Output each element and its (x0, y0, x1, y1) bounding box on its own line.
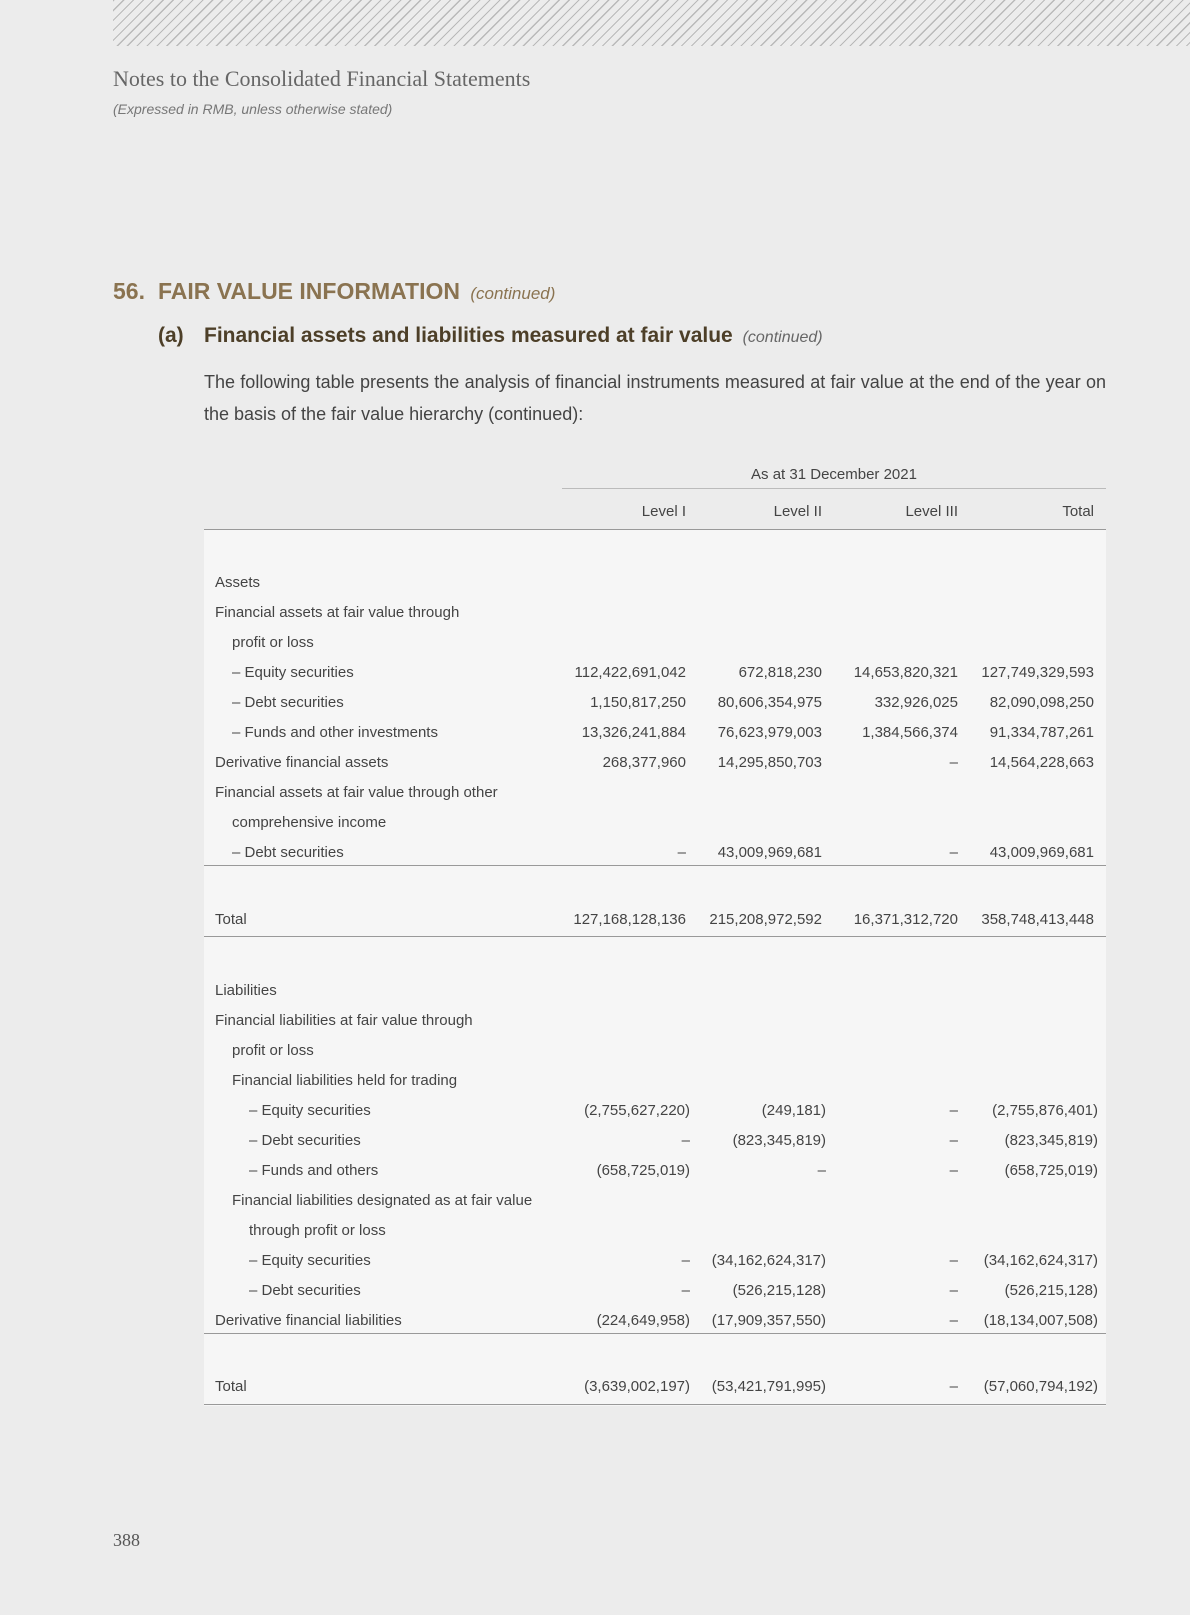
subsection-heading (158, 324, 823, 348)
cell-value: – (681, 1132, 690, 1149)
cell-value: 672,818,230 (738, 664, 822, 681)
liabilities-subtotal-rule (204, 1333, 1106, 1334)
cell-value: – (949, 1378, 958, 1395)
row-label: Derivative financial liabilities (215, 1312, 402, 1329)
cell-value: (2,755,876,401) (992, 1102, 1098, 1119)
cell-value: (823,345,819) (732, 1132, 826, 1149)
decorative-hatch-band (113, 0, 1190, 46)
cell-value: – (949, 1252, 958, 1269)
cell-value: (17,909,357,550) (711, 1312, 826, 1329)
cell-value: 14,295,850,703 (717, 754, 822, 771)
row-label: – Equity securities (232, 664, 354, 681)
cell-value: (34,162,624,317) (711, 1252, 826, 1269)
assets-total-rule (204, 936, 1106, 937)
cell-value: (823,345,819) (1004, 1132, 1098, 1149)
cell-value: (18,134,007,508) (983, 1312, 1098, 1329)
cell-value: 43,009,969,681 (989, 844, 1094, 861)
cell-value: 82,090,098,250 (989, 694, 1094, 711)
row-label: Total (215, 1378, 247, 1395)
section-continued: (continued) (470, 284, 556, 303)
cell-value: – (817, 1162, 826, 1179)
row-label: profit or loss (232, 1042, 314, 1059)
cell-value: (224,649,958) (596, 1312, 690, 1329)
column-header-total: Total (1062, 503, 1094, 520)
row-label: – Equity securities (249, 1252, 371, 1269)
cell-value: – (949, 1102, 958, 1119)
running-title: Notes to the Consolidated Financial Statements (113, 66, 531, 91)
column-header-level-3: Level III (905, 503, 958, 520)
liabilities-total-rule (204, 1404, 1106, 1405)
period-header-rule (562, 488, 1106, 489)
row-label: – Debt securities (232, 694, 344, 711)
cell-value: 112,422,691,042 (574, 664, 686, 681)
cell-value: (34,162,624,317) (983, 1252, 1098, 1269)
header-rule (204, 529, 1106, 530)
row-label: – Funds and other investments (232, 724, 438, 741)
cell-value: 80,606,354,975 (717, 694, 822, 711)
row-label: – Equity securities (249, 1102, 371, 1119)
cell-value: (658,725,019) (1004, 1162, 1098, 1179)
cell-value: – (677, 844, 686, 861)
row-label: profit or loss (232, 634, 314, 651)
cell-value: (53,421,791,995) (711, 1378, 826, 1395)
subsection-title: Financial assets and liabilities measured at fair value (204, 324, 733, 347)
cell-value: – (949, 1132, 958, 1149)
cell-value: 43,009,969,681 (717, 844, 822, 861)
cell-value: 16,371,312,720 (853, 911, 958, 928)
cell-value: 332,926,025 (874, 694, 958, 711)
intro-paragraph: The following table presents the analysis of financial instruments measured at fair value at the end of the year on the basis of the fair value hierarchy (continued): (204, 372, 1106, 424)
cell-value: (57,060,794,192) (983, 1378, 1098, 1395)
cell-value: – (949, 1282, 958, 1299)
subsection-continued: (continued) (742, 329, 823, 346)
cell-value: 358,748,413,448 (981, 911, 1094, 928)
row-label: Total (215, 911, 247, 928)
section-title: FAIR VALUE INFORMATION (158, 278, 460, 304)
cell-value: 13,326,241,884 (581, 724, 686, 741)
running-subtitle: (Expressed in RMB, unless otherwise stated) (113, 101, 393, 117)
row-label: – Debt securities (249, 1282, 361, 1299)
cell-value: 14,564,228,663 (989, 754, 1094, 771)
cell-value: – (949, 754, 958, 771)
cell-value: – (681, 1252, 690, 1269)
row-label: Financial liabilities held for trading (232, 1072, 458, 1089)
cell-value: 14,653,820,321 (853, 664, 958, 681)
column-header-level-2: Level II (773, 503, 822, 520)
row-label: Financial liabilities at fair value through (215, 1012, 473, 1029)
row-label: Liabilities (215, 982, 277, 999)
cell-value: (2,755,627,220) (584, 1102, 690, 1119)
cell-value: 127,749,329,593 (981, 664, 1094, 681)
cell-value: – (949, 1162, 958, 1179)
cell-value: (249,181) (761, 1102, 826, 1119)
cell-value: 76,623,979,003 (717, 724, 822, 741)
row-label: – Debt securities (249, 1132, 361, 1149)
cell-value: – (681, 1282, 690, 1299)
row-label: Assets (215, 574, 261, 591)
cell-value: 127,168,128,136 (573, 911, 686, 928)
cell-value: 1,150,817,250 (590, 694, 686, 711)
row-label: Financial assets at fair value through other (215, 784, 498, 801)
row-label: Financial assets at fair value through (215, 604, 460, 621)
row-label: – Funds and others (249, 1162, 379, 1179)
row-label: Financial liabilities designated as at fair value (232, 1192, 533, 1209)
cell-value: – (949, 844, 958, 861)
row-label: Derivative financial assets (215, 754, 389, 771)
row-label: comprehensive income (232, 814, 387, 831)
cell-value: 215,208,972,592 (709, 911, 822, 928)
cell-value: (526,215,128) (732, 1282, 826, 1299)
cell-value: (658,725,019) (596, 1162, 690, 1179)
cell-value: 268,377,960 (602, 754, 686, 771)
subsection-letter: (a) (158, 324, 184, 347)
table-body-background (204, 530, 1106, 1406)
table-period-header: As at 31 December 2021 (751, 466, 917, 483)
section-number: 56. (113, 278, 145, 304)
page-number: 388 (113, 1530, 140, 1550)
assets-subtotal-rule (204, 865, 1106, 866)
cell-value: 1,384,566,374 (862, 724, 958, 741)
cell-value: – (949, 1312, 958, 1329)
cell-value: 91,334,787,261 (989, 724, 1094, 741)
column-header-level-1: Level I (641, 503, 686, 520)
section-heading (113, 278, 555, 305)
cell-value: (526,215,128) (1004, 1282, 1098, 1299)
row-label: through profit or loss (249, 1222, 386, 1239)
row-label: – Debt securities (232, 844, 344, 861)
cell-value: (3,639,002,197) (584, 1378, 690, 1395)
